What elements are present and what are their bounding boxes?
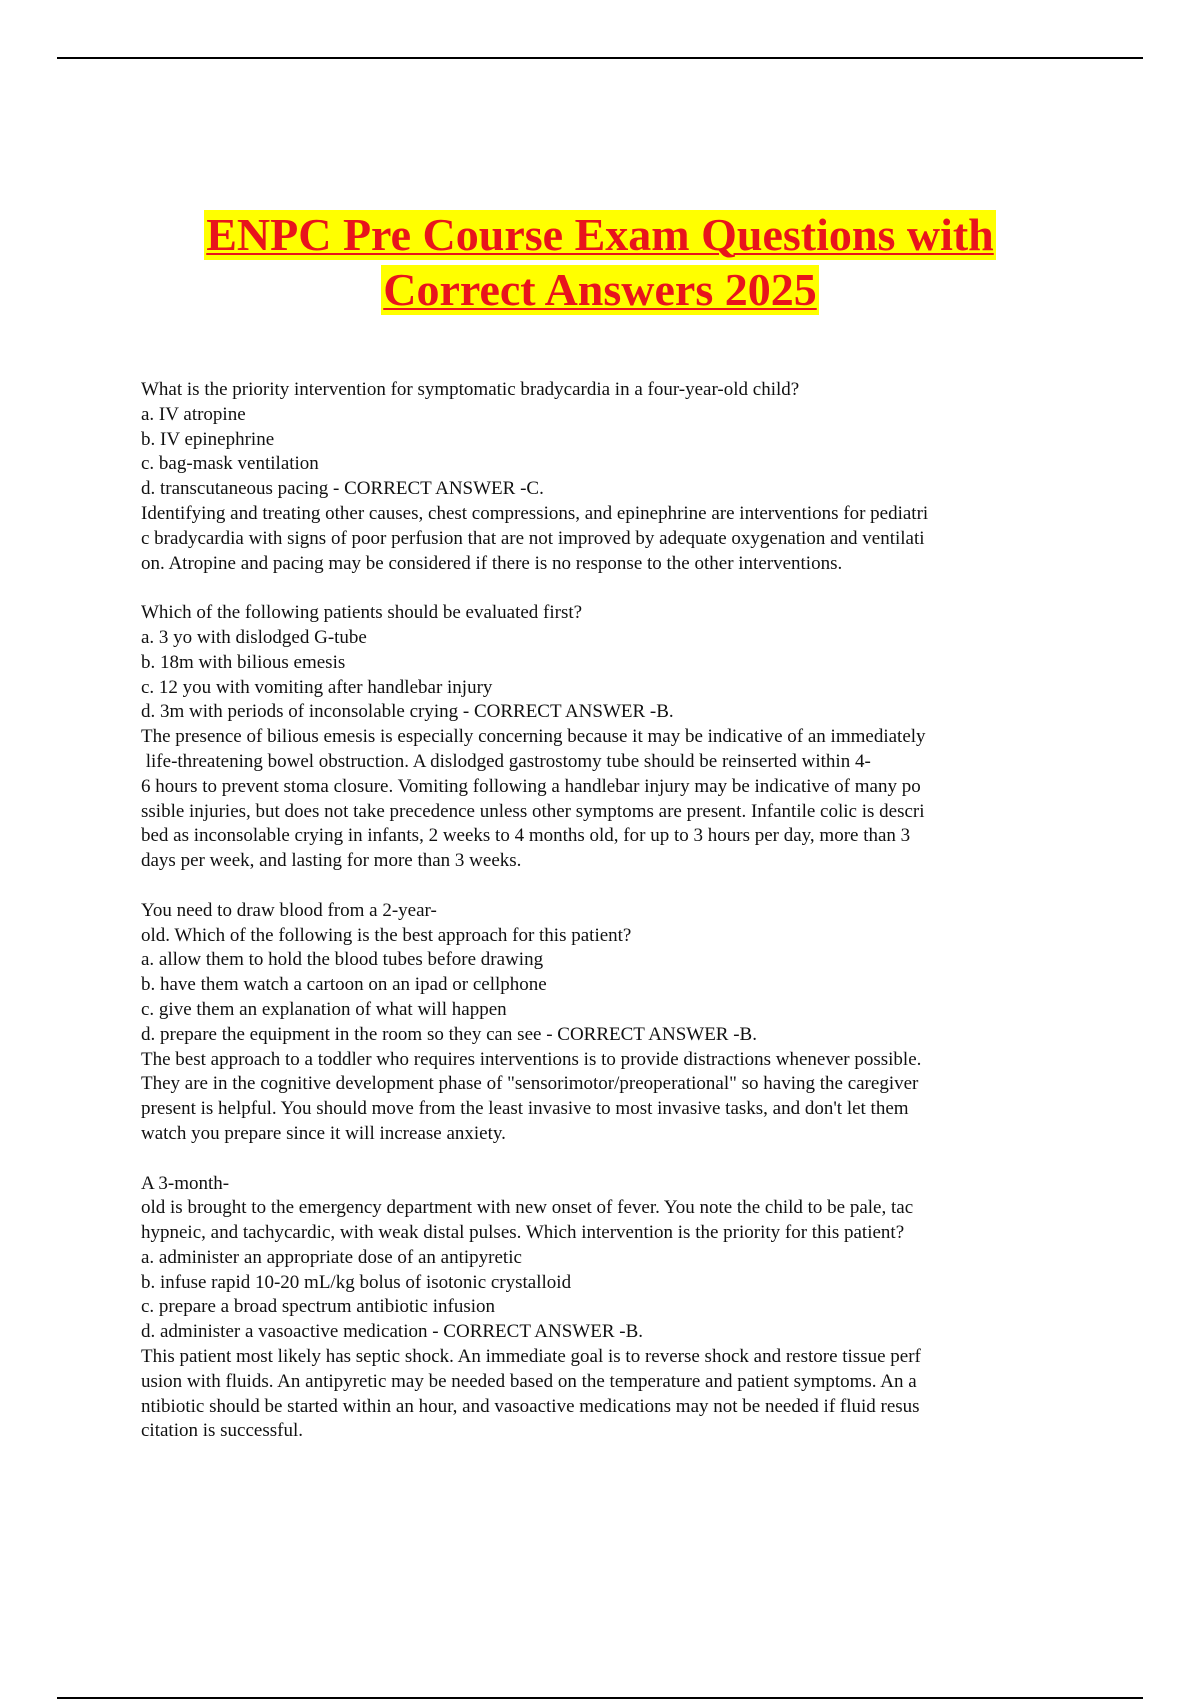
text-line: a. administer an appropriate dose of an antipyretic xyxy=(141,1246,522,1268)
text-line: The best approach to a toddler who requires interventions is to provide distractions whenever possible. xyxy=(141,1048,922,1070)
text-line: present is helpful. You should move from the least invasive to most invasive tasks, and don't let them xyxy=(141,1098,909,1120)
question-block xyxy=(141,1172,1071,1445)
question-block xyxy=(141,899,1071,1147)
text-line: old. Which of the following is the best approach for this patient? xyxy=(141,924,632,946)
text-line: b. have them watch a cartoon on an ipad or cellphone xyxy=(141,974,547,996)
text-line: 6 hours to prevent stoma closure. Vomiting following a handlebar injury may be indicative of many po xyxy=(141,775,921,797)
text-line: days per week, and lasting for more than 3 weeks. xyxy=(141,850,522,872)
text-line: watch you prepare since it will increase anxiety. xyxy=(141,1122,506,1144)
text-line: d. administer a vasoactive medication - CORRECT ANSWER -B. xyxy=(141,1321,644,1343)
text-line: c. 12 you with vomiting after handlebar injury xyxy=(141,676,493,698)
text-line: old is brought to the emergency department with new onset of fever. You note the child to be pale, tac xyxy=(141,1197,914,1219)
bottom-rule xyxy=(57,1697,1143,1699)
document-title xyxy=(0,210,1200,320)
text-line: c bradycardia with signs of poor perfusion that are not improved by adequate oxygenation and ventilati xyxy=(141,527,925,549)
text-line: c. bag-mask ventilation xyxy=(141,453,319,475)
document-body xyxy=(141,378,1071,1469)
text-line: a. IV atropine xyxy=(141,403,246,425)
text-line: c. give them an explanation of what will happen xyxy=(141,998,507,1020)
text-line: They are in the cognitive development phase of "sensorimotor/preoperational" so having the caregiver xyxy=(141,1073,919,1095)
top-rule xyxy=(57,57,1143,59)
text-line: You need to draw blood from a 2-year- xyxy=(141,899,437,921)
text-line: Identifying and treating other causes, chest compressions, and epinephrine are interventions for pediatri xyxy=(141,502,929,524)
text-line: hypneic, and tachycardic, with weak distal pulses. Which intervention is the priority for this patient? xyxy=(141,1222,905,1244)
text-line: Which of the following patients should be evaluated first? xyxy=(141,602,583,624)
text-line: b. infuse rapid 10-20 mL/kg bolus of isotonic crystalloid xyxy=(141,1271,572,1293)
text-line: A 3-month- xyxy=(141,1172,230,1194)
text-line: d. transcutaneous pacing - CORRECT ANSWER -C. xyxy=(141,478,544,500)
text-line: life-threatening bowel obstruction. A dislodged gastrostomy tube should be reinserted within 4- xyxy=(141,750,871,772)
text-line: d. prepare the equipment in the room so they can see - CORRECT ANSWER -B. xyxy=(141,1023,757,1045)
text-line: d. 3m with periods of inconsolable crying - CORRECT ANSWER -B. xyxy=(141,701,674,723)
text-line: a. allow them to hold the blood tubes before drawing xyxy=(141,949,544,971)
text-line: This patient most likely has septic shock. An immediate goal is to reverse shock and restore tissue perf xyxy=(141,1346,921,1368)
text-line: ntibiotic should be started within an hour, and vasoactive medications may not be needed if fluid resus xyxy=(141,1395,920,1417)
text-line: on. Atropine and pacing may be considered if there is no response to the other interventions. xyxy=(141,552,843,574)
text-line: What is the priority intervention for symptomatic bradycardia in a four-year-old child? xyxy=(141,379,800,400)
text-line: ssible injuries, but does not take precedence unless other symptoms are present. Infantile colic is descri xyxy=(141,800,925,822)
title-line-2: Correct Answers 2025 xyxy=(383,264,817,315)
text-line: c. prepare a broad spectrum antibiotic infusion xyxy=(141,1296,496,1318)
text-line: citation is successful. xyxy=(141,1420,303,1442)
text-line: b. 18m with bilious emesis xyxy=(141,651,346,673)
title-line-1: ENPC Pre Course Exam Questions with xyxy=(206,209,994,260)
question-block xyxy=(141,601,1071,874)
text-line: usion with fluids. An antipyretic may be needed based on the temperature and patient symptoms. An a xyxy=(141,1370,917,1392)
text-line: The presence of bilious emesis is especially concerning because it may be indicative of an immediately xyxy=(141,726,926,748)
text-line: bed as inconsolable crying in infants, 2 weeks to 4 months old, for up to 3 hours per day, more than 3 xyxy=(141,825,911,847)
question-block xyxy=(141,378,1071,576)
text-line: b. IV epinephrine xyxy=(141,428,275,450)
text-line: a. 3 yo with dislodged G-tube xyxy=(141,626,367,648)
